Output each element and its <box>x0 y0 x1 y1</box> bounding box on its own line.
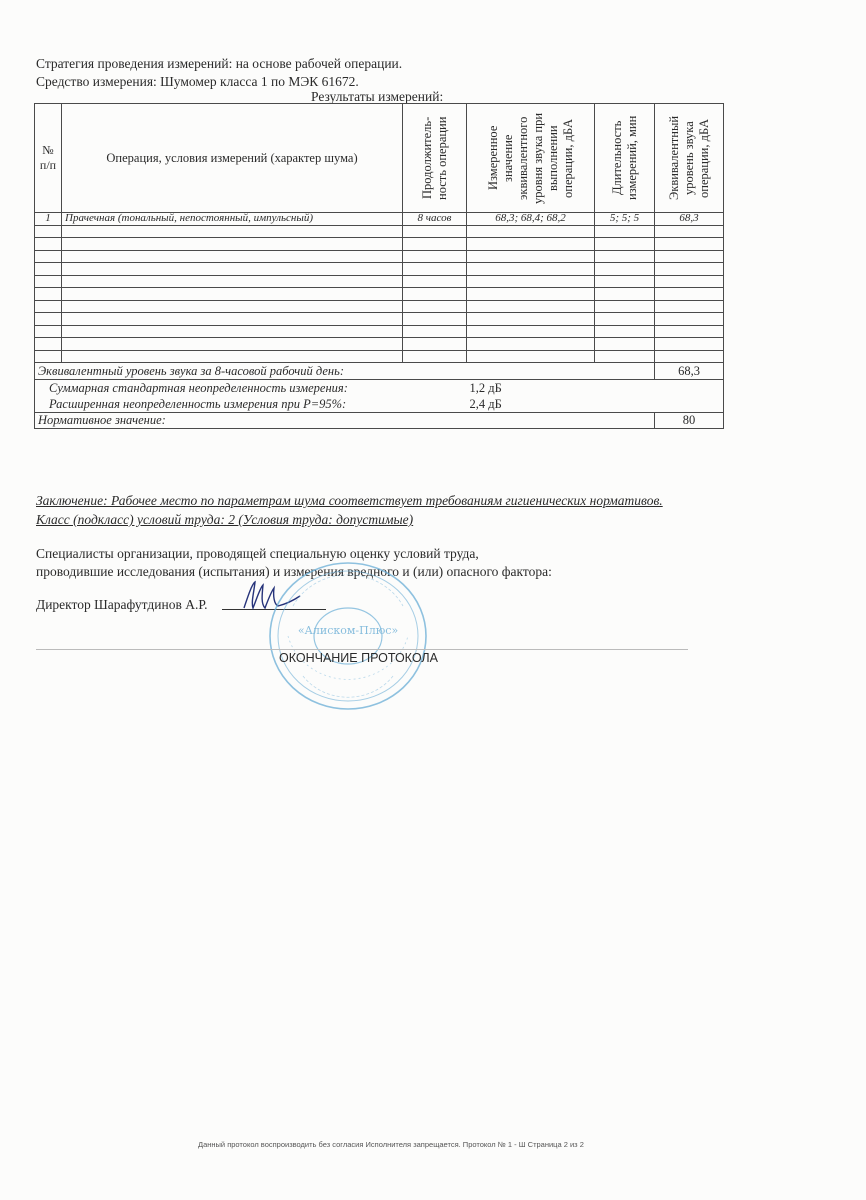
table-header-row <box>35 104 724 213</box>
table-caption: Результаты измерений: <box>311 89 444 104</box>
organization-stamp <box>263 556 433 716</box>
norm-value: 80 <box>655 413 724 429</box>
table-row-empty <box>35 350 724 363</box>
table-row-empty <box>35 275 724 288</box>
table-row-empty <box>35 263 724 276</box>
summary-row <box>35 363 724 380</box>
col-header-equivalent: Эквивалентный уровень звука операции, дБА <box>655 104 724 213</box>
col-header-duration: Продолжитель-ность операции <box>403 104 467 213</box>
strategy-line: Стратегия проведения измерений: на основе рабочей операции. <box>36 56 403 71</box>
table-row-empty <box>35 325 724 338</box>
specialists-line-1: Специалисты организации, проводящей специальную оценку условий труда, <box>36 546 479 561</box>
uncertainty-ext-value: 2,4 дБ <box>467 396 724 413</box>
row-equivalent: 68,3 <box>655 213 724 226</box>
uncertainty-ext-row <box>35 396 724 413</box>
uncertainty-std-value: 1,2 дБ <box>467 380 724 397</box>
measurement-results-table <box>34 103 724 429</box>
end-of-protocol: ОКОНЧАНИЕ ПРОТОКОЛА <box>279 651 438 665</box>
norm-row <box>35 413 724 429</box>
director-line: Директор Шарафутдинов А.Р. <box>36 597 208 612</box>
row-meas-time: 5; 5; 5 <box>595 213 655 226</box>
table-row-empty <box>35 313 724 326</box>
uncertainty-ext-label: Расширенная неопределенность измерения при P=95%: <box>35 396 467 413</box>
row-measured: 68,3; 68,4; 68,2 <box>467 213 595 226</box>
col-header-meas-time: Длительность измерений, мин <box>595 104 655 213</box>
conclusion-line-2: Класс (подкласс) условий труда: 2 (Условия труда: допустимые) <box>36 512 414 527</box>
table-row-empty <box>35 300 724 313</box>
conclusion-line-1: Заключение: Рабочее место по параметрам шума соответствует требованиям гигиенических нормативов. <box>36 493 663 508</box>
col-header-operation: Операция, условия измерений (характер шума) <box>62 104 403 213</box>
row-operation: Прачечная (тональный, непостоянный, импульсный) <box>62 213 403 226</box>
table-row-empty <box>35 288 724 301</box>
table-row-empty <box>35 250 724 263</box>
uncertainty-std-row <box>35 380 724 397</box>
table-row-empty <box>35 238 724 251</box>
stamp-text: «Алиском-Плюс» <box>297 624 399 637</box>
row-num: 1 <box>35 213 62 226</box>
row-duration: 8 часов <box>403 213 467 226</box>
uncertainty-std-label: Суммарная стандартная неопределенность измерения: <box>35 380 467 397</box>
table-row-empty <box>35 338 724 351</box>
divider-line <box>36 649 688 650</box>
summary-label: Эквивалентный уровень звука за 8-часовой рабочий день: <box>35 363 655 380</box>
summary-value: 68,3 <box>655 363 724 380</box>
page-footer: Данный протокол воспроизводить без согласия Исполнителя запрещается. Протокол № 1 - Ш Страница 2 из 2 <box>198 1140 584 1149</box>
col-header-measured: Измеренное значение эквивалентного уровня звука при выполнении операции, дБА <box>467 104 595 213</box>
table-row <box>35 213 724 226</box>
table-row-empty <box>35 225 724 238</box>
specialists-line-2: проводившие исследования (испытания) и измерения вредного и (или) опасного фактора: <box>36 564 552 579</box>
instrument-line: Средство измерения: Шумомер класса 1 по МЭК 61672. <box>36 74 359 89</box>
col-header-num: № п/п <box>35 104 62 213</box>
norm-label: Нормативное значение: <box>35 413 655 429</box>
